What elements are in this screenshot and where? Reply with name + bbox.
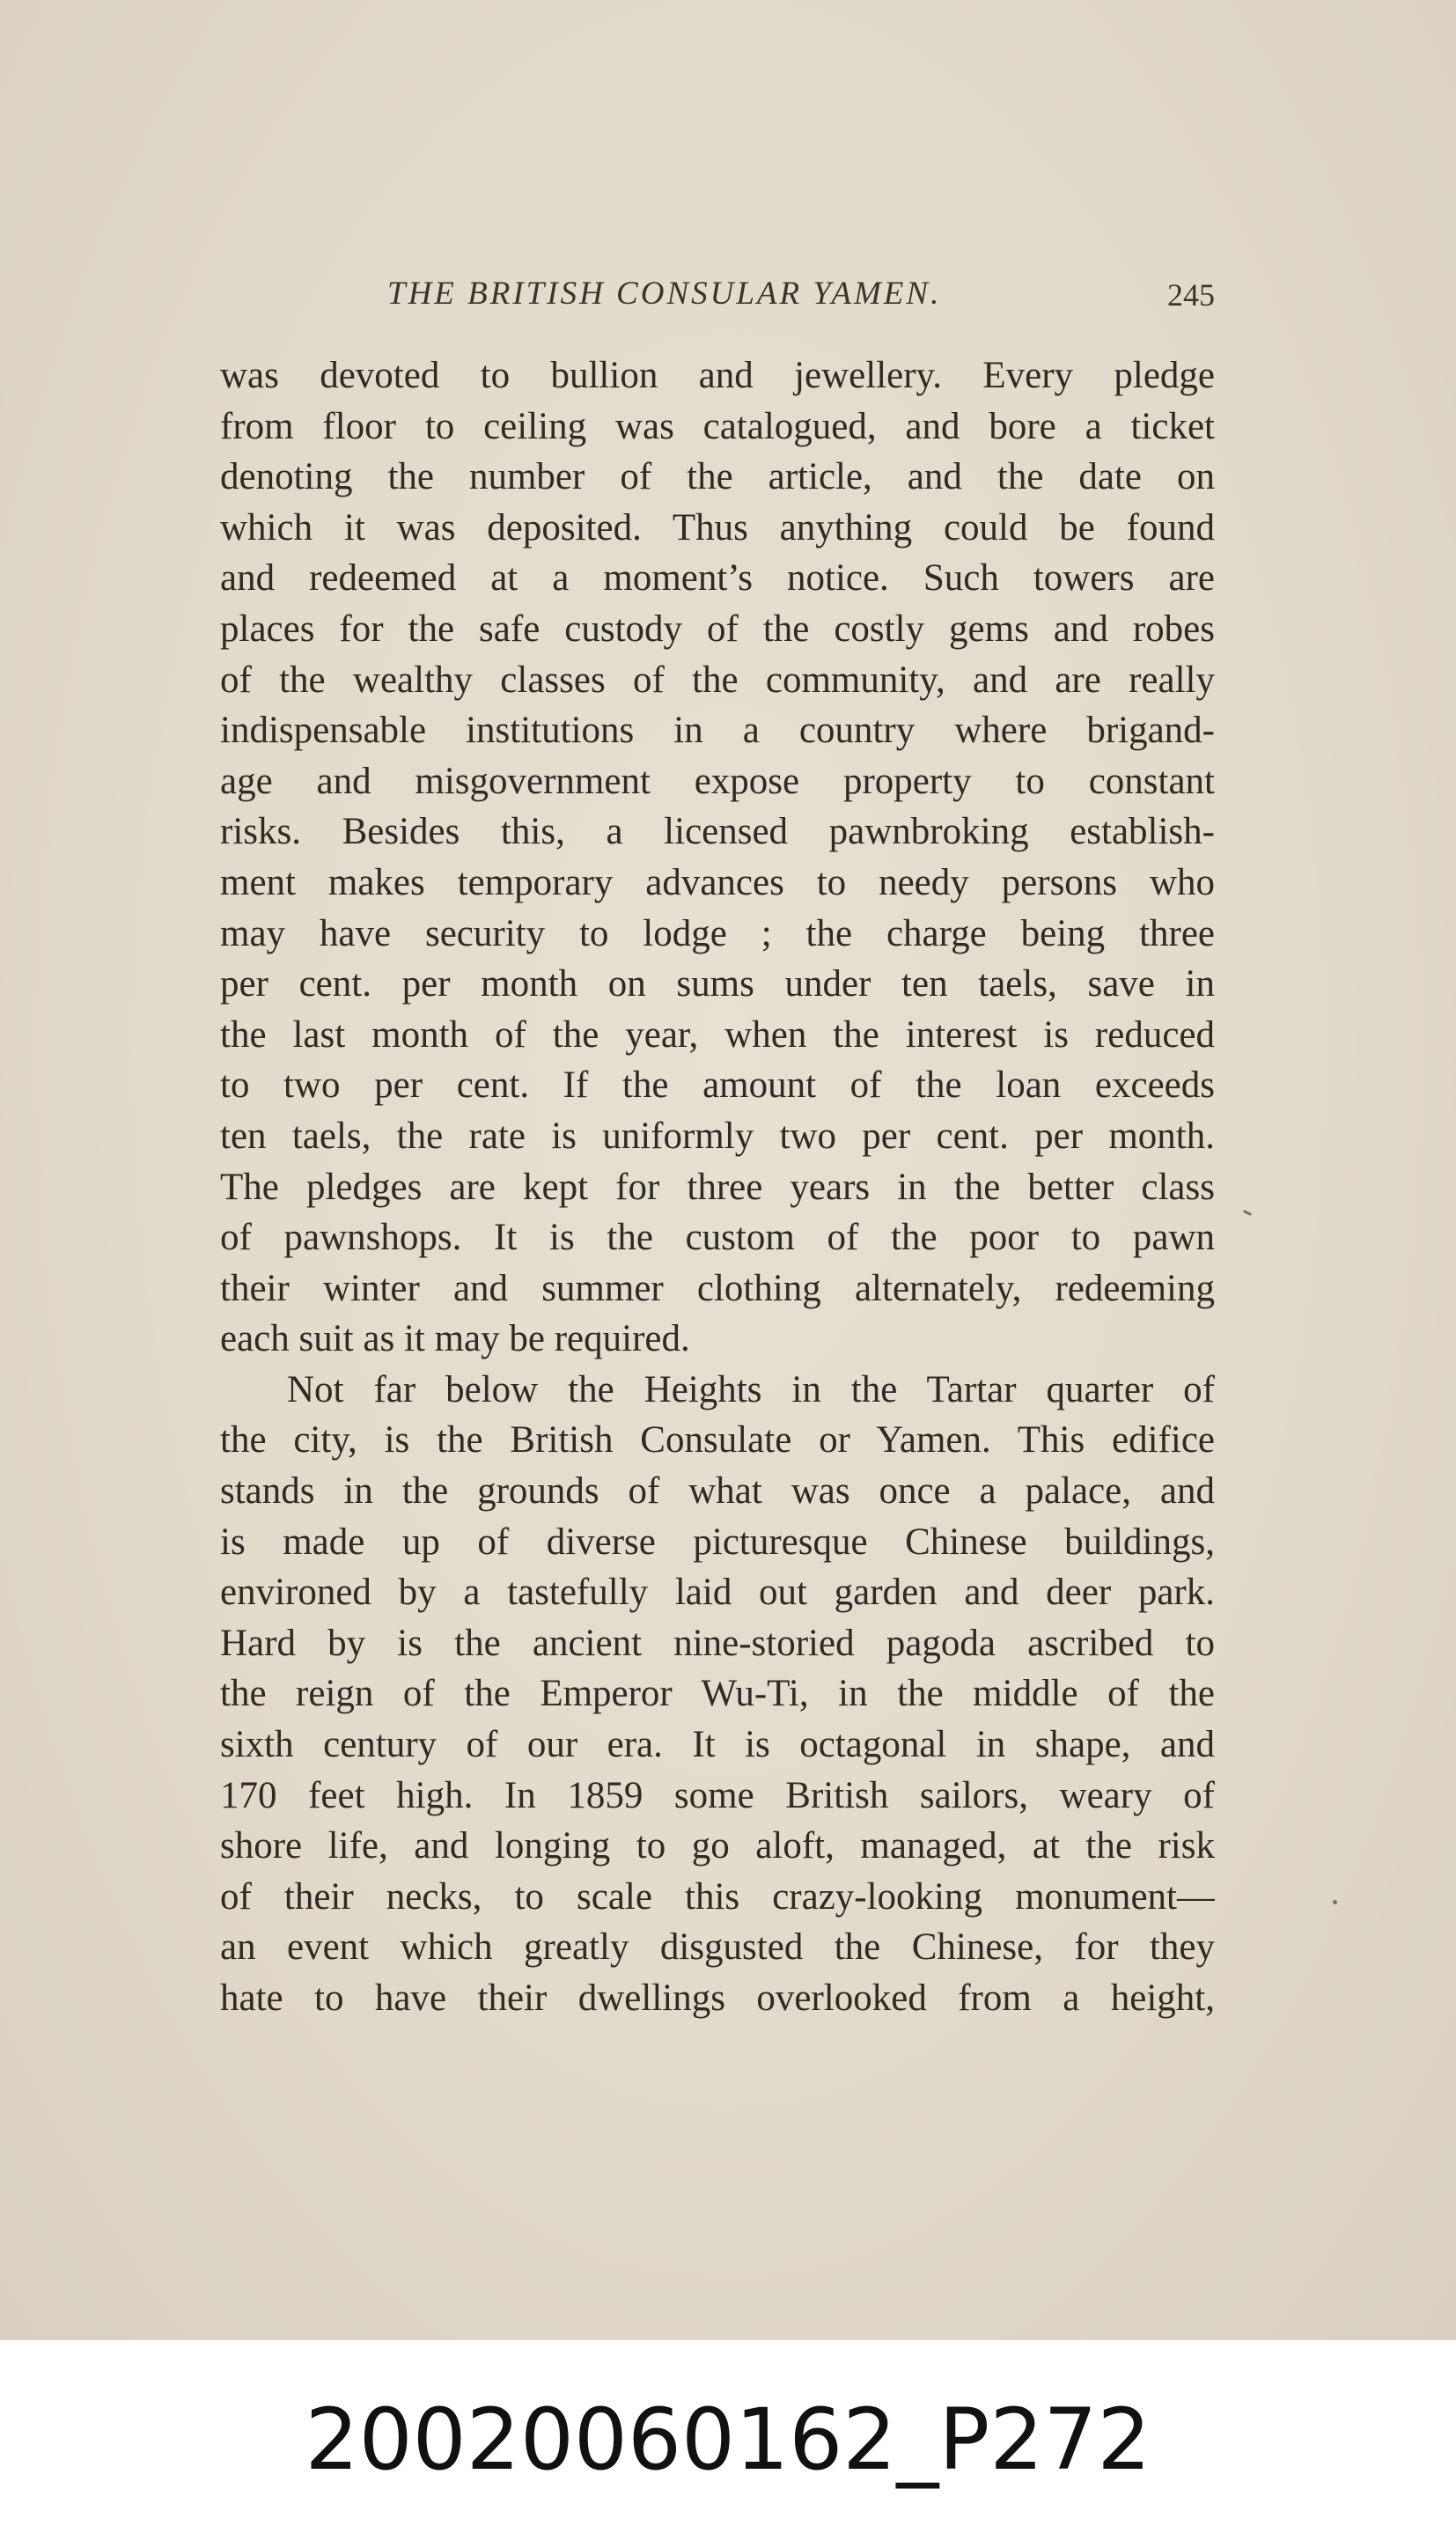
text-line: environed by a tastefully laid out garden and deer park.: [220, 1572, 1215, 1614]
text-line: is made up of diverse picturesque Chinese buildings,: [220, 1521, 1215, 1563]
page-number: 245: [1167, 277, 1215, 313]
running-title: THE BRITISH CONSULAR YAMEN.: [387, 276, 942, 312]
text-line: their winter and summer clothing alternately, redeeming: [220, 1267, 1215, 1309]
text-line: and redeemed at a moment’s notice. Such towers are: [220, 557, 1215, 600]
text-line: risks. Besides this, a licensed pawnbroking establish-: [220, 811, 1215, 853]
text-line: the last month of the year, when the interest is reduced: [220, 1013, 1215, 1056]
text-line: stands in the grounds of what was once a palace, and: [220, 1470, 1215, 1513]
text-line: The pledges are kept for three years in the better class: [220, 1166, 1215, 1208]
text-line: denoting the number of the article, and the date on: [220, 456, 1215, 498]
text-line: places for the safe custody of the costly gems and robes: [220, 608, 1215, 650]
paper-speck: [1243, 1210, 1252, 1216]
text-line: hate to have their dwellings overlooked from a height,: [220, 1977, 1215, 2019]
text-line: per cent. per month on sums under ten taels, save in: [220, 963, 1215, 1005]
text-line: sixth century of our era. It is octagonal in shape, and: [220, 1724, 1215, 1766]
paragraph-start-line: Not far below the Heights in the Tartar quarter of: [287, 1368, 1215, 1410]
text-line: indispensable institutions in a country where brigand-: [220, 710, 1215, 752]
text-line: Hard by is the ancient nine-storied pagoda ascribed to: [220, 1622, 1215, 1664]
text-line: to two per cent. If the amount of the loan exceeds: [220, 1064, 1215, 1107]
text-line: ten taels, the rate is uniformly two per cent. per month.: [220, 1115, 1215, 1157]
text-line: 170 feet high. In 1859 some British sailors, weary of: [220, 1774, 1215, 1816]
text-line: was devoted to bullion and jewellery. Every pledge: [220, 355, 1215, 396]
caption-band: [0, 2340, 1456, 2548]
body-text: [220, 350, 1215, 2024]
text-line: which it was deposited. Thus anything could be found: [220, 506, 1215, 549]
text-line: of pawnshops. It is the custom of the poor to pawn: [220, 1217, 1215, 1259]
paper-speck: [1333, 1900, 1337, 1904]
text-line: the city, is the British Consulate or Yamen. This edifice: [220, 1419, 1215, 1462]
text-line: ment makes temporary advances to needy persons who: [220, 861, 1215, 903]
text-line: an event which greatly disgusted the Chinese, for they: [220, 1926, 1215, 1969]
text-line: from floor to ceiling was catalogued, and bore a ticket: [220, 405, 1215, 447]
text-line: age and misgovernment expose property to constant: [220, 760, 1215, 802]
text-line: of the wealthy classes of the community, and are really: [220, 659, 1215, 701]
paragraph-end-line: each suit as it may be required.: [220, 1318, 690, 1360]
scan-identifier: 20020060162_P272: [305, 2390, 1151, 2489]
text-line: the reign of the Emperor Wu-Ti, in the middle of the: [220, 1673, 1215, 1715]
running-head: [220, 275, 1215, 319]
text-line: shore life, and longing to go aloft, managed, at the risk: [220, 1825, 1215, 1867]
text-line: of their necks, to scale this crazy-looking monument—: [220, 1875, 1215, 1918]
text-line: may have security to lodge ; the charge being three: [220, 912, 1215, 954]
